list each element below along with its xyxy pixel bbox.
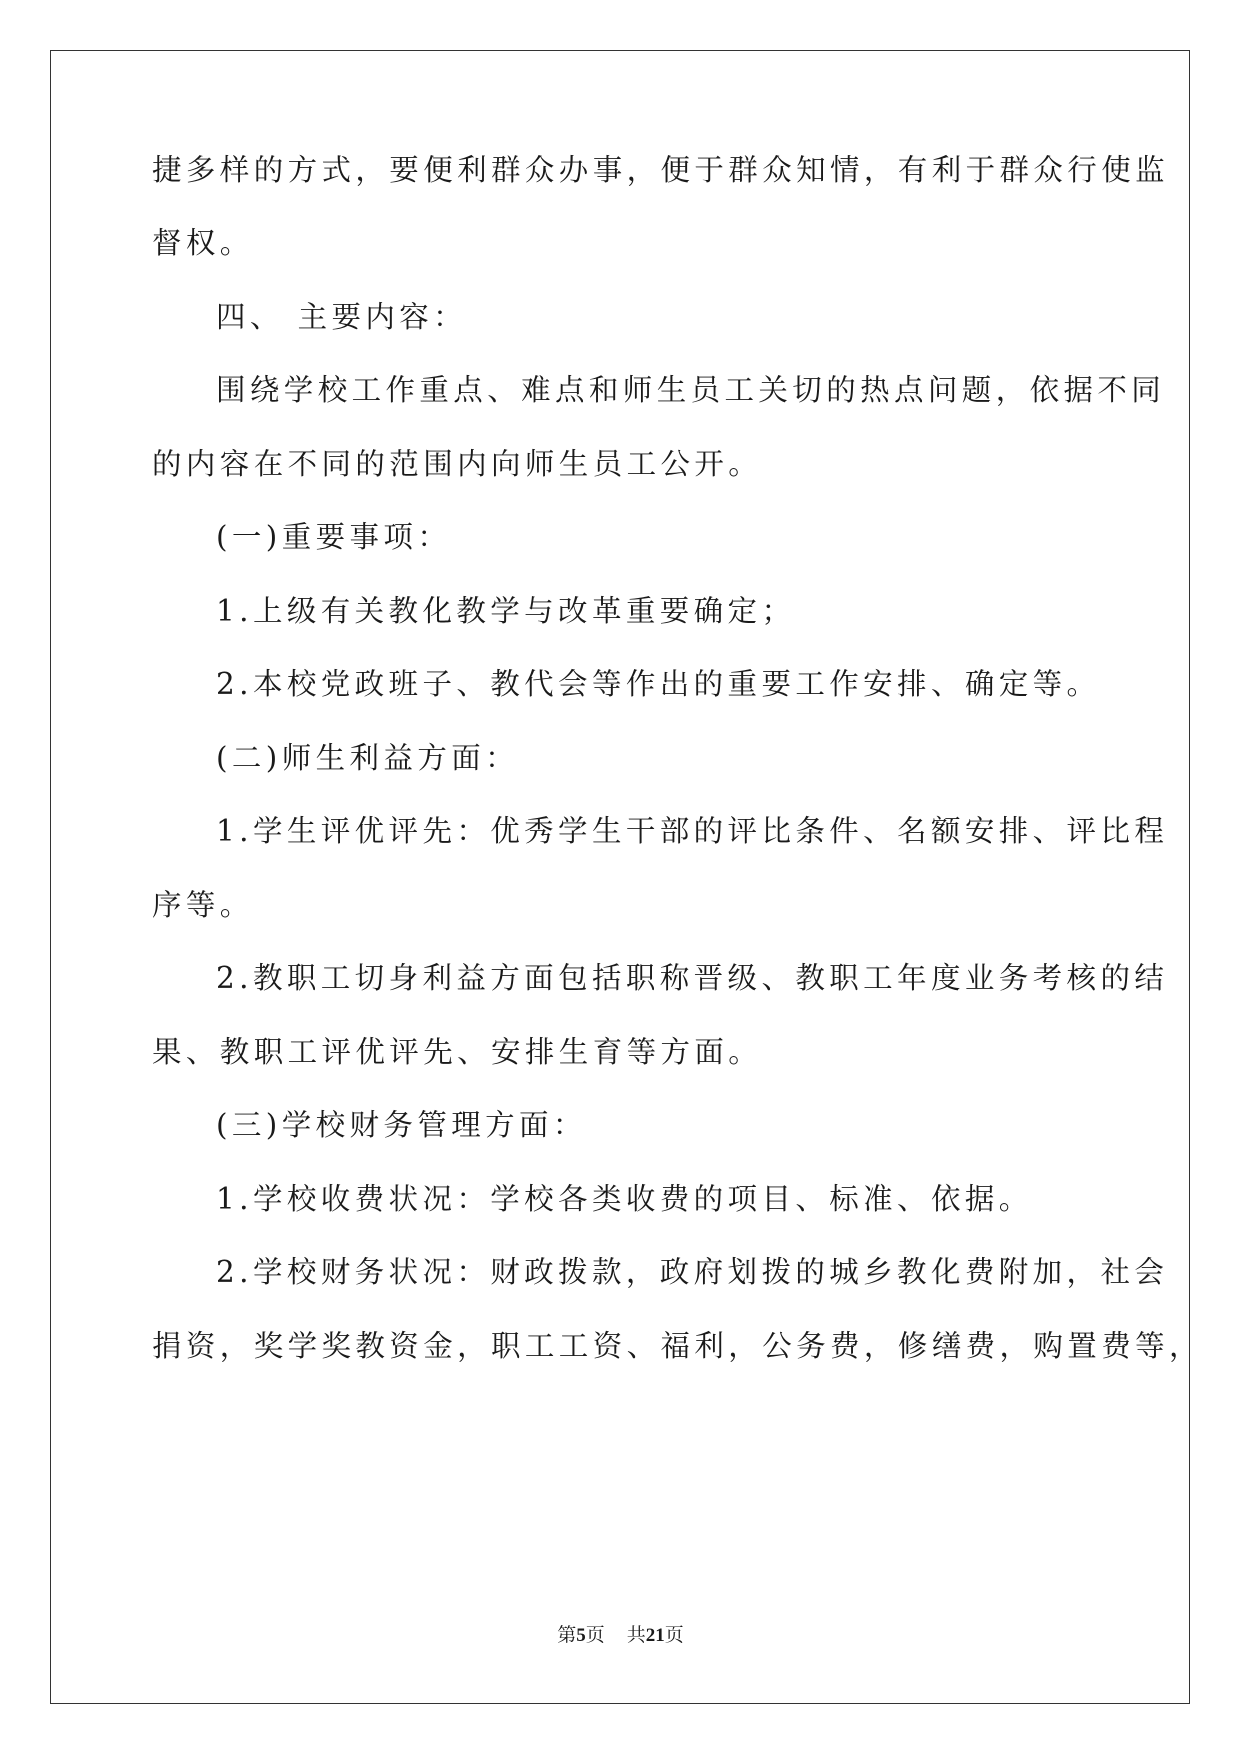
total-pages: 21 bbox=[645, 1625, 665, 1646]
list-item: 2.教职工切身利益方面包括职称晋级、教职工年度业务考核的结 bbox=[216, 961, 1169, 995]
list-item: 2.本校党政班子、教代会等作出的重要工作安排、确定等。 bbox=[216, 667, 1101, 701]
list-item: 2.学校财务状况：财政拨款，政府划拨的城乡教化费附加，社会 bbox=[216, 1255, 1169, 1289]
section-heading: 四、 主要内容： bbox=[216, 300, 468, 334]
page-suffix: 页 bbox=[585, 1625, 605, 1646]
text-line: 督权。 bbox=[152, 226, 254, 260]
subsection-heading: (三)学校财务管理方面： bbox=[216, 1108, 587, 1142]
text-line: 围绕学校工作重点、难点和师生员工关切的热点问题，依据不同 bbox=[216, 373, 1166, 407]
list-item: 1.学校收费状况：学校各类收费的项目、标准、依据。 bbox=[216, 1182, 1033, 1216]
subsection-heading: (一)重要事项： bbox=[216, 520, 452, 554]
text-line: 捐资，奖学奖教资金，职工工资、福利，公务费，修缮费，购置费等， bbox=[152, 1329, 1203, 1363]
total-suffix: 页 bbox=[664, 1625, 684, 1646]
subsection-heading: (二)师生利益方面： bbox=[216, 741, 520, 775]
text-line: 序等。 bbox=[152, 888, 254, 922]
page-number: 5 bbox=[576, 1625, 586, 1646]
page-footer bbox=[0, 1624, 1241, 1648]
list-item: 1.学生评优评先：优秀学生干部的评比条件、名额安排、评比程 bbox=[216, 814, 1169, 848]
list-item: 1.上级有关教化教学与改革重要确定； bbox=[216, 594, 796, 628]
text-line: 的内容在不同的范围内向师生员工公开。 bbox=[152, 447, 763, 481]
text-line: 捷多样的方式，要便利群众办事，便于群众知情，有利于群众行使监 bbox=[152, 153, 1170, 187]
text-line: 果、教职工评优评先、安排生育等方面。 bbox=[152, 1035, 763, 1069]
total-prefix: 共 bbox=[626, 1625, 646, 1646]
page-prefix: 第 bbox=[557, 1625, 577, 1646]
